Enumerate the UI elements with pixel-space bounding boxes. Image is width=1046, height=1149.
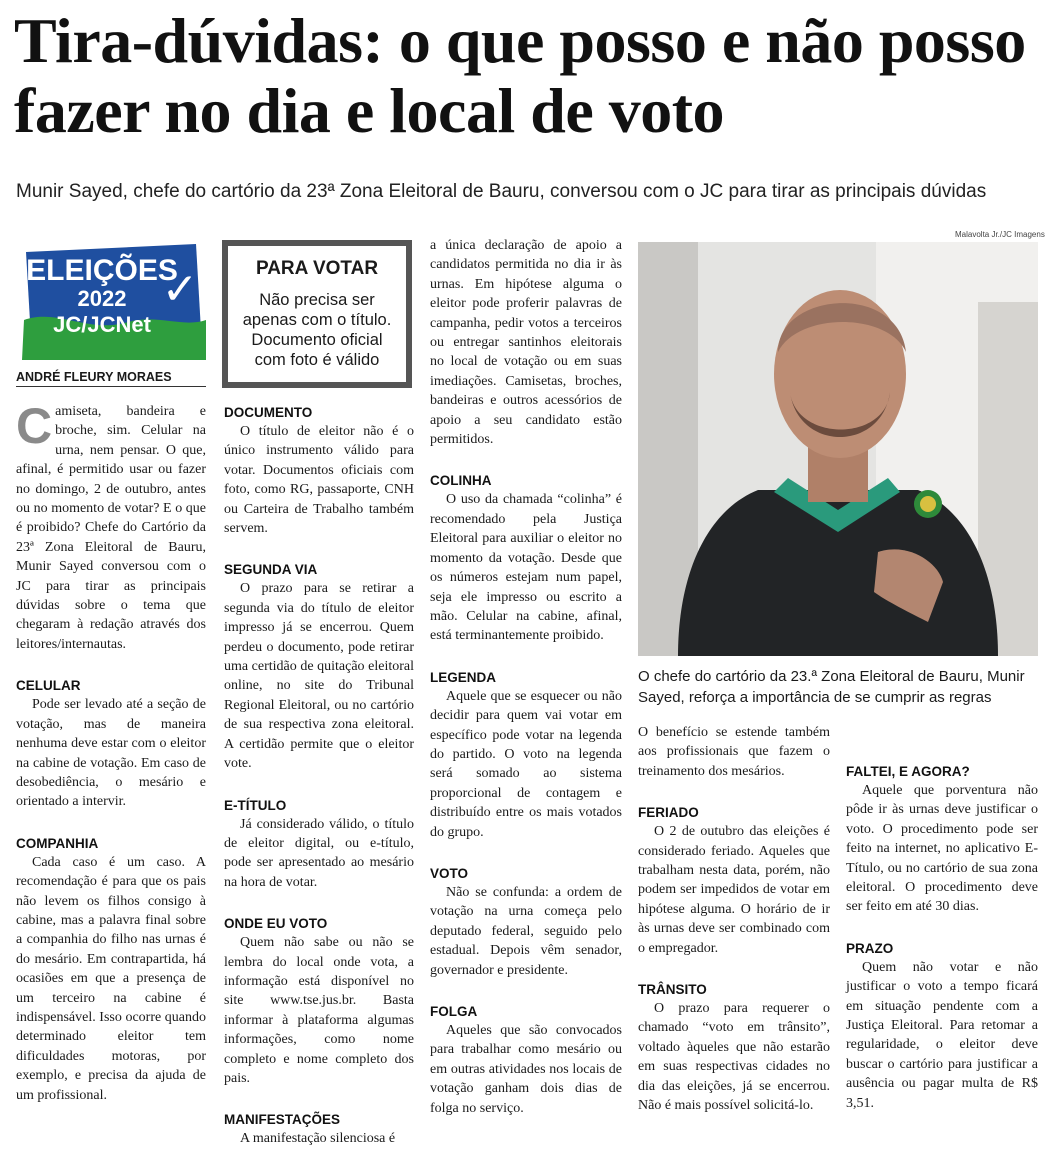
section-text-e-titulo: Já considerado válido, o título de eleitor digital, ou e-título, pode ser apresentado ao mesário na hora de votar. xyxy=(224,816,414,890)
para-votar-box xyxy=(222,240,412,388)
article-column-5 xyxy=(846,762,1038,1113)
section-title-faltei: FALTEI, E AGORA? xyxy=(846,764,970,779)
article-column-2 xyxy=(224,403,414,1149)
section-text-segunda-via: O prazo para se retirar a segunda via do título de eleitor impresso já se encerrou. Quem perdeu o documento, pode retirar uma certidão de quitação eleitoral online, no site do Tribunal Regional Eleitoral, ou no cartório de sua respectiva zona eleitoral. A certidão permite que o eleitor vote. xyxy=(224,581,414,772)
continued-text-manifestacoes: a única declaração de apoio a candidatos permitida no dia ir às urnas. Em hipótese alguma o eleitor pode proferir palavras de campanha, pedir votos a terceiros ou entregar santinhos eleitorais no local de votação ou em suas imediações. Camisetas, broches, bandeiras e outros acessórios de apoio a seu candidato estão permitidos. xyxy=(430,238,622,448)
section-title-segunda-via: SEGUNDA VIA xyxy=(224,562,318,578)
author-byline: ANDRÉ FLEURY MORAES xyxy=(16,369,206,387)
subtitle: Munir Sayed, chefe do cartório da 23ª Zona Eleitoral de Bauru, conversou com o JC para tirar as principais dúvidas xyxy=(16,181,987,202)
section-title-folga: FOLGA xyxy=(430,1004,478,1019)
section-text-voto: Não se confunda: a ordem de votação na urna começa pelo deputado federal, seguido pelo estadual. Depois vêm senador, governador e presidente. xyxy=(430,884,622,978)
section-title-manifestacoes: MANIFESTAÇÕES xyxy=(224,1112,341,1128)
section-title-documento: DOCUMENTO xyxy=(224,405,313,420)
section-text-colinha: O uso da chamada “colinha” é recomendado pela Justiça Eleitoral para auxiliar o eleitor no momento da votação. Desde que os números estejam num papel, seja ele impresso ou escrito a mão. Celular na cabine, afinal, está terminantemente proibido. xyxy=(430,492,622,644)
section-text-legenda: Aquele que se esquecer ou não decidir para quem vai votar em específico pode votar na legenda do partido. O voto na legenda será somado ao sistema proporcional de contagem e distribuído entre os mais votados do grupo. xyxy=(430,688,622,840)
logo-title: ELEIÇÕES xyxy=(26,254,178,287)
section-text-folga: Aqueles que são convocados para trabalhar como mesário ou em outras atividades nos locais de votação ganham dois dias de folga no serviço. xyxy=(430,1023,622,1116)
section-title-celular: CELULAR xyxy=(16,678,81,694)
section-title-legenda: LEGENDA xyxy=(430,669,497,685)
intro-paragraph: Camiseta, bandeira e broche, sim. Celular na urna, nem pensar. O que, afinal, é permitido usar ou fazer no domingo, 2 de outubro, antes ou no momento de votar? E o que é proibido? Chefe do Cartório da 23ª Zona Eleitoral de Bauru, Munir Sayed conversou com o JC para tirar as principais dúvidas sobre o tema que chegaram à redação através dos leitores/internautas. xyxy=(16,398,206,652)
box-title: PARA VOTAR xyxy=(255,258,379,279)
section-text-celular: Pode ser levado até a seção de votação, mas de maneira nenhuma deve estar com o eleitor na cabine de votação. Em caso de desobediência, o mesário e orientado a intervir. xyxy=(16,697,206,810)
article-column-4 xyxy=(638,723,830,1116)
photo-credit: Malavolta Jr./JC Imagens xyxy=(955,230,1045,239)
box-text: Não precisa ser apenas com o título. Documento oficial com foto é válido xyxy=(242,291,392,369)
section-text-faltei: Aquele que porventura não pôde ir às urnas deve justificar o voto. O procedimento pode ser feito na internet, no aplicativo E-Título, ou no cartório de sua zona eleitoral. O procedimento deve ser feito em até 30 dias. xyxy=(846,783,1038,915)
elections-2022-logo xyxy=(18,242,208,360)
photo-munir-sayed xyxy=(638,242,1038,656)
drop-cap: C xyxy=(16,398,53,454)
section-text-transito: O prazo para requerer o chamado “voto em trânsito”, voltado àqueles que não estarão em suas respectivas cidades no dia das eleições, já se encerrou. Não é mais possível solicitá-lo. xyxy=(638,1001,830,1114)
section-title-prazo: PRAZO xyxy=(846,940,894,956)
section-title-feriado: FERIADO xyxy=(638,805,699,821)
article-column-1 xyxy=(16,398,206,1105)
check-icon: ✓ xyxy=(161,264,199,315)
logo-brand: JC/JCNet xyxy=(53,312,151,337)
section-text-companhia: Cada caso é um caso. A recomendação é para que os pais não levem os filhos consigo à cabine, mas a palavra final sobre a companhia do filho nas urnas é do mesário. Em contrapartida, há ocasiões em que a presença de um terceiro na cabine é indispensável. Isso ocorre quando determinado eleitor tem dificuldades motoras, por exemplo, e precisa da ajuda de um profissional. xyxy=(16,854,206,1103)
section-text-manifestacoes: A manifestação silenciosa é xyxy=(240,1131,396,1147)
section-title-companhia: COMPANHIA xyxy=(16,835,99,851)
section-title-e-titulo: E-TÍTULO xyxy=(224,797,287,813)
photo-caption: O chefe do cartório da 23.ª Zona Eleitoral de Bauru, Munir Sayed, reforça a importância de se cumprir as regras xyxy=(638,668,1025,706)
section-title-transito: TRÂNSITO xyxy=(638,982,707,998)
section-text-documento: O título de eleitor não é o único instrumento válido para votar. Documentos oficiais com foto, como RG, passaporte, CNH ou Carteira de Trabalho também servem. xyxy=(224,424,414,537)
section-text-feriado: O 2 de outubro das eleições é considerado feriado. Aqueles que trabalham nesta data, porém, não podem ser impedidos de votar em hipótese alguma. O horário de ir às urnas deve ser combinado com o empregador. xyxy=(638,824,830,956)
article-column-3 xyxy=(430,236,622,1118)
section-title-onde-eu-voto: ONDE EU VOTO xyxy=(224,916,328,932)
section-text-prazo: Quem não votar e não justificar o voto a tempo ficará em situação pendente com a Justiça Eleitoral. Para retomar a regularidade, o eleitor deve buscar o cartório para justificar a ausência ou pagar multa de R$ 3,51. xyxy=(846,959,1038,1111)
section-title-voto: VOTO xyxy=(430,865,469,881)
logo-year: 2022 xyxy=(77,286,127,311)
section-title-colinha: COLINHA xyxy=(430,473,492,489)
headline: Tira-dúvidas: o que posso e não posso fazer no dia e local de voto xyxy=(14,5,1026,146)
section-text-onde-eu-voto: Quem não sabe ou não se lembra do local onde vota, a informação está disponível no site www.tse.jus.br. Basta informar à plataforma algumas informações, como nome completo e nome completo dos pais. xyxy=(224,935,414,1086)
continued-text-folga: O benefício se estende também aos profissionais que fazem o treinamento dos mesários. xyxy=(638,725,830,779)
